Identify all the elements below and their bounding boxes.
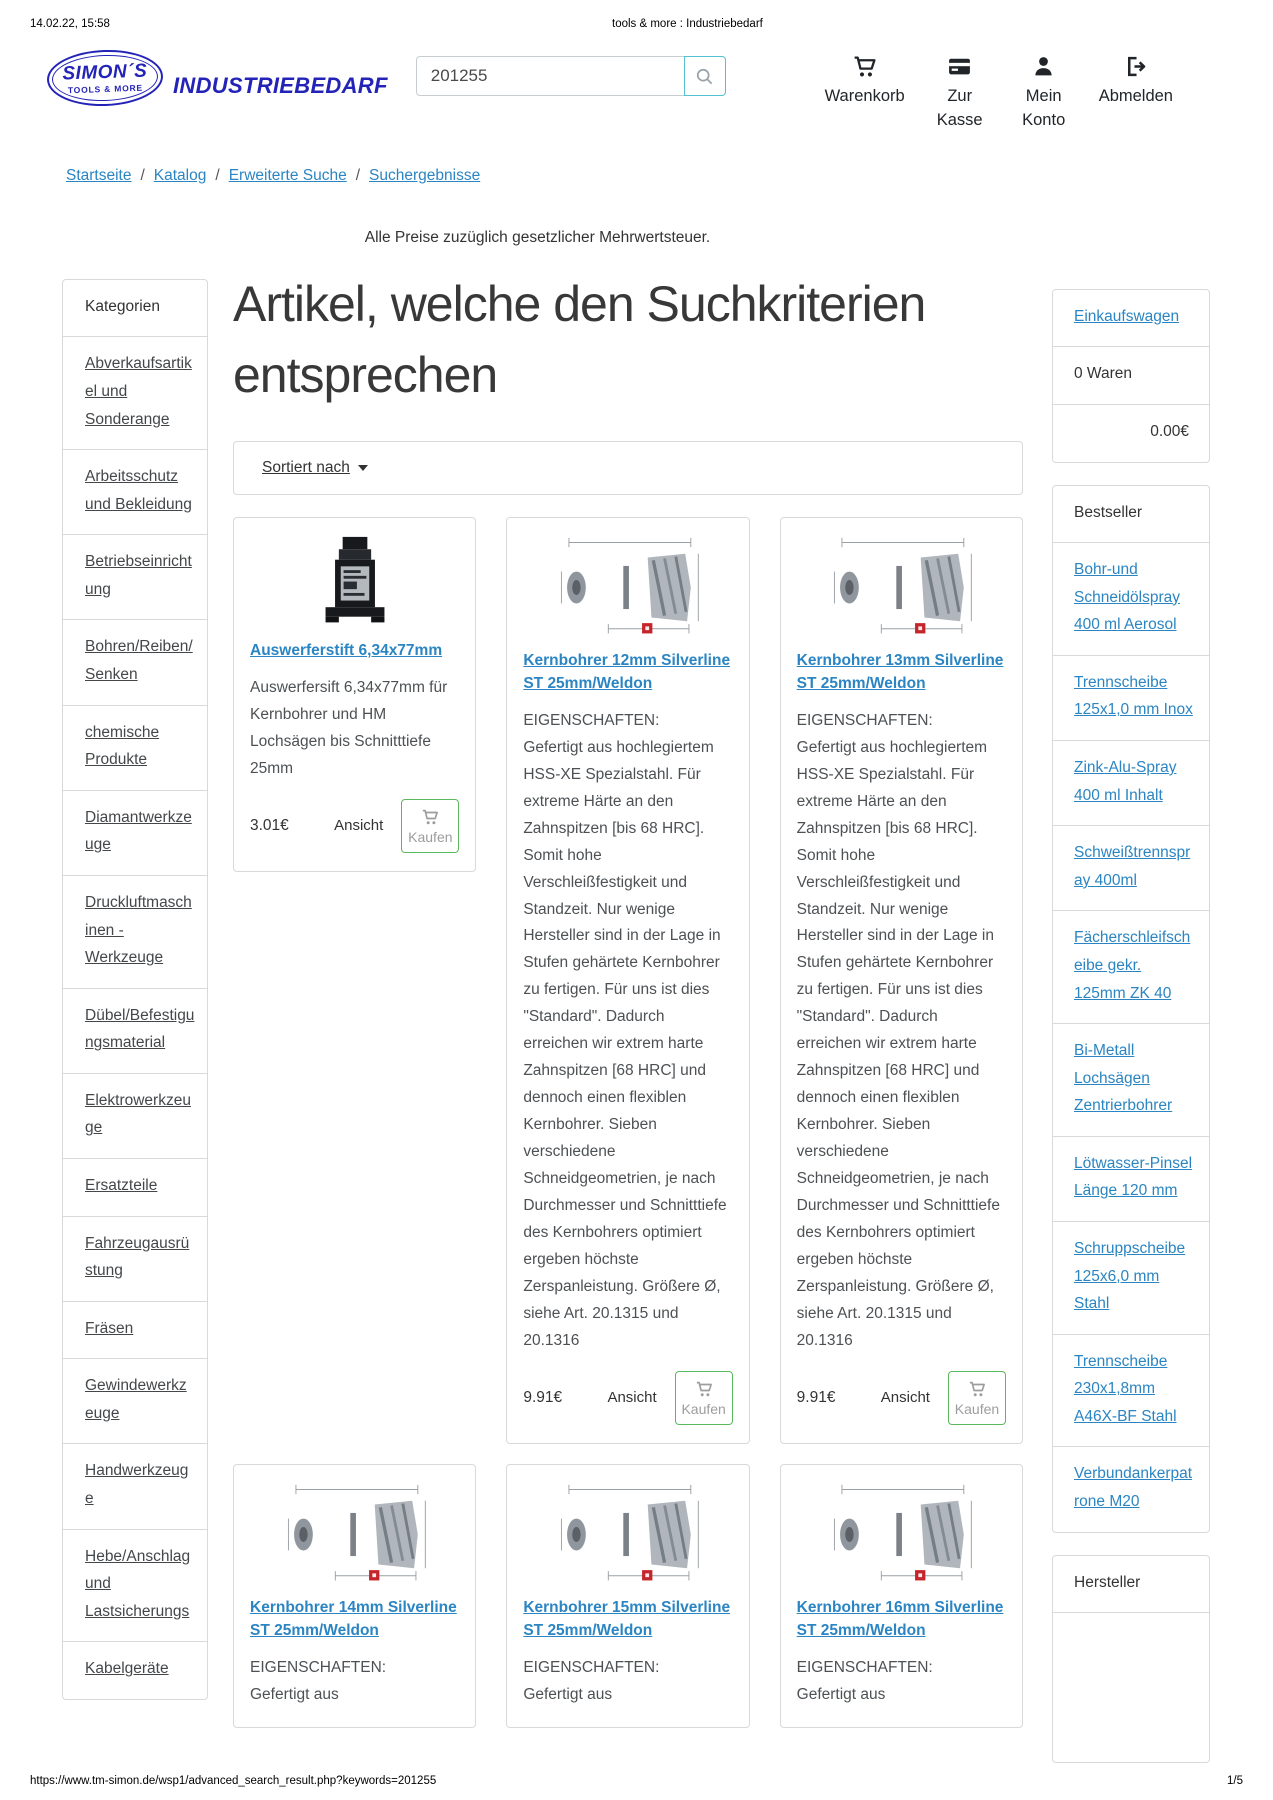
sidebar-item-fahrzeugausruestung[interactable]: Fahrzeugausrüstung: [63, 1216, 207, 1301]
description-heading: EIGENSCHAFTEN:: [796, 1658, 933, 1676]
nav-item-account[interactable]: [1015, 54, 1073, 133]
description-heading: EIGENSCHAFTEN:: [523, 1658, 660, 1676]
view-button[interactable]: Ansicht: [873, 1383, 938, 1412]
product-description: [797, 708, 1006, 1355]
sidebar-item-kabelgeraete[interactable]: Kabelgeräte: [63, 1641, 207, 1699]
product-title-link[interactable]: Kernbohrer 16mm Silverline ST 25mm/Weldon: [796, 1598, 1004, 1639]
print-doc-title: tools & more : Industriebedarf: [612, 18, 763, 30]
page-title: Artikel, welche den Suchkriterien entsprechen: [233, 275, 926, 403]
sort-card: [233, 441, 1023, 495]
product-image[interactable]: [523, 1482, 732, 1587]
print-url: https://www.tm-simon.de/wsp1/advanced_search_result.php?keywords=201255: [30, 1775, 437, 1787]
product-price: 3.01€: [250, 816, 289, 834]
sidebar-item-diamantwerkzeuge[interactable]: Diamantwerkzeuge: [63, 790, 207, 875]
description-heading: EIGENSCHAFTEN:: [523, 711, 660, 729]
sidebar-item-hebe-anschlag[interactable]: Hebe/Anschlag und Lastsicherungs: [63, 1529, 207, 1642]
core-drill-image: [816, 535, 986, 640]
cart-link-cell[interactable]: [1053, 290, 1209, 347]
product-image[interactable]: [250, 535, 459, 630]
nav-label: Zur Kasse: [936, 87, 983, 129]
breadcrumb-separator: /: [215, 166, 220, 184]
content-layout: [0, 269, 1273, 1763]
bestseller-item[interactable]: Schruppscheibe 125x6,0 mm Stahl: [1053, 1221, 1209, 1334]
logo-name: SIMON´S: [62, 60, 148, 84]
product-description: [797, 1655, 1006, 1709]
logo-subtitle: TOOLS & MORE: [67, 82, 144, 95]
product-card: [780, 1464, 1023, 1728]
sidebar-item-duebel[interactable]: Dübel/Befestigungsmaterial: [63, 988, 207, 1073]
search-button[interactable]: [684, 56, 726, 96]
bestseller-item[interactable]: Fächerschleifscheibe gekr. 125mm ZK 40: [1053, 910, 1209, 1023]
cart-icon: [421, 808, 439, 826]
product-card: [506, 1464, 749, 1728]
product-grid: [233, 517, 1023, 1728]
sidebar-item-chemische-produkte[interactable]: chemische Produkte: [63, 705, 207, 790]
results-main: [233, 269, 1023, 1763]
price-row: [797, 1371, 1006, 1425]
buy-button[interactable]: Kaufen: [401, 799, 459, 853]
description-body: Gefertigt aus: [796, 1685, 886, 1703]
bestseller-box: [1052, 485, 1210, 1533]
sidebar-item-druckluftmaschinen[interactable]: Druckluftmaschinen - Werkzeuge: [63, 875, 207, 988]
sidebar-item-betriebseinrichtung[interactable]: Betriebseinrichtung: [63, 534, 207, 619]
description-heading: EIGENSCHAFTEN:: [796, 711, 933, 729]
product-price: 9.91€: [523, 1388, 563, 1406]
bestseller-item[interactable]: Schweißtrennspray 400ml: [1053, 825, 1209, 910]
core-drill-image: [543, 535, 713, 640]
nav-label: Mein Konto: [1022, 87, 1066, 129]
breadcrumb-link-erweiterte-suche[interactable]: Erweiterte Suche: [228, 166, 347, 184]
print-datetime: 14.02.22, 15:58: [30, 18, 110, 30]
description-body: Gefertigt aus hochlegiertem HSS-XE Spezialstahl. Für extreme Härte an den Zahnspitzen [bis 68 HRC]. Somit hohe Verschleißfestigkeit und Standzeit. Nur wenige Hersteller sind in der Lage in Stufen gehärtete Kernbohrer zu fertigen. Für uns ist dies "Standard". Dadurch erreichen wir extrem harte Zahnspitzen [68 HRC] und dennoch einen flexiblen Kernbohrer. Sieben verschiedene Schneidgeometrien, je nach Durchmesser und Schnitttiefe des Kernbohrers optimiert ergeben höchste Zerspanleistung. Größere Ø, siehe Art. 20.1315 und 20.1316: [523, 738, 727, 1349]
search-icon: [695, 67, 714, 86]
product-description: Auswerfersift 6,34x77mm für Kernbohrer und HM Lochsägen bis Schnitttiefe 25mm: [250, 678, 448, 777]
product-title-link[interactable]: Kernbohrer 12mm Silverline ST 25mm/Weldon: [523, 651, 731, 692]
price-row: [250, 799, 459, 853]
product-card: [506, 517, 749, 1444]
categories-box: [62, 279, 208, 1700]
bestseller-item[interactable]: Lötwasser-Pinsel Länge 120 mm: [1053, 1136, 1209, 1221]
search-group: [416, 56, 726, 96]
breadcrumb: [0, 133, 1273, 185]
cart-total: 0.00€: [1053, 404, 1209, 462]
product-card: [233, 517, 476, 872]
cart-link[interactable]: Einkaufswagen: [1074, 307, 1180, 325]
sort-dropdown[interactable]: Sortiert nach: [262, 458, 350, 476]
search-input[interactable]: [416, 56, 684, 96]
product-image[interactable]: [523, 535, 732, 640]
description-body: Gefertigt aus: [250, 1685, 339, 1703]
caret-down-icon: [358, 465, 368, 471]
breadcrumb-link-katalog[interactable]: Katalog: [153, 166, 207, 184]
cart-summary-box: [1052, 289, 1210, 463]
page-indicator: 1/5: [1227, 1775, 1243, 1787]
sidebar-item-abverkaufsartikel[interactable]: Abverkaufsartikel und Sonderange: [63, 336, 207, 449]
buy-button[interactable]: Kaufen: [675, 1371, 733, 1425]
breadcrumb-separator: /: [140, 166, 145, 184]
vat-notice: Alle Preise zuzüglich gesetzlicher Mehrwertsteuer.: [364, 228, 711, 246]
nav-label: Abmelden: [1098, 87, 1173, 105]
product-image[interactable]: [250, 1482, 459, 1587]
buy-button[interactable]: Kaufen: [948, 1371, 1006, 1425]
cart-count: 0 Waren: [1053, 346, 1209, 404]
right-sidebar: [1052, 269, 1210, 1763]
ejector-pin-image: [316, 535, 394, 630]
product-title-link[interactable]: Kernbohrer 14mm Silverline ST 25mm/Weldon: [250, 1598, 457, 1639]
nav-item-checkout[interactable]: [931, 54, 989, 133]
product-title-link[interactable]: Kernbohrer 13mm Silverline ST 25mm/Weldon: [796, 651, 1004, 692]
product-description: [523, 708, 732, 1355]
description-body: Gefertigt aus hochlegiertem HSS-XE Spezialstahl. Für extreme Härte an den Zahnspitzen [bis 68 HRC]. Somit hohe Verschleißfestigkeit und Standzeit. Nur wenige Hersteller sind in der Lage in Stufen gehärtete Kernbohrer zu fertigen. Für uns ist dies "Standard". Dadurch erreichen wir extrem harte Zahnspitzen [68 HRC] und dennoch einen flexiblen Kernbohrer. Sieben verschiedene Schneidgeometrien, je nach Durchmesser und Schnitttiefe des Kernbohrers optimiert ergeben höchste Zerspanleistung. Größere Ø, siehe Art. 20.1315 und 20.1316: [796, 738, 1000, 1349]
product-price: 9.91€: [796, 1388, 836, 1406]
bestseller-item[interactable]: Trennscheibe 230x1,8mm A46X-BF Stahl: [1053, 1334, 1209, 1447]
breadcrumb-link-startseite[interactable]: Startseite: [66, 166, 132, 184]
view-button[interactable]: Ansicht: [326, 811, 391, 840]
user-icon: [1031, 54, 1056, 79]
product-card: [233, 1464, 476, 1728]
logo-oval: [46, 48, 164, 108]
product-description: [250, 1655, 459, 1709]
sidebar-item-ersatzteile[interactable]: Ersatzteile: [63, 1158, 207, 1216]
bestseller-item[interactable]: Verbundankerpatrone M20: [1053, 1446, 1209, 1531]
product-image[interactable]: [797, 535, 1006, 640]
nav-label: Warenkorb: [824, 87, 905, 105]
cart-icon: [852, 54, 877, 79]
core-drill-image: [270, 1482, 440, 1587]
breadcrumb-separator: /: [355, 166, 361, 184]
manufacturer-content: [1053, 1612, 1209, 1762]
credit-card-icon: [947, 54, 972, 79]
bestseller-title: Bestseller: [1074, 503, 1143, 521]
bestseller-item[interactable]: Zink-Alu-Spray 400 ml Inhalt: [1053, 740, 1209, 825]
product-card: [780, 517, 1023, 1444]
header-nav: [825, 54, 1273, 133]
logo-brand: INDUSTRIEBEDARF: [173, 73, 388, 98]
shop-logo[interactable]: [47, 50, 388, 106]
description-heading: EIGENSCHAFTEN:: [250, 1658, 387, 1676]
bestseller-item[interactable]: Trennscheibe 125x1,0 mm Inox: [1053, 655, 1209, 740]
product-image[interactable]: [797, 1482, 1006, 1587]
manufacturer-box: [1052, 1555, 1210, 1764]
breadcrumb-link-suchergebnisse[interactable]: Suchergebnisse: [369, 166, 481, 184]
cart-icon: [695, 1380, 713, 1398]
product-title-link[interactable]: Auswerferstift 6,34x77mm: [250, 641, 443, 659]
print-footer: [0, 1770, 1273, 1800]
price-row: [523, 1371, 732, 1425]
manufacturer-title: Hersteller: [1074, 1573, 1141, 1591]
description-body: Gefertigt aus: [523, 1685, 613, 1703]
product-description: [523, 1655, 732, 1709]
bestseller-item[interactable]: Bi-Metall Lochsägen Zentrierbohrer: [1053, 1023, 1209, 1136]
core-drill-image: [816, 1482, 986, 1587]
view-button[interactable]: Ansicht: [599, 1383, 664, 1412]
sidebar-item-handwerkzeuge[interactable]: Handwerkzeuge: [63, 1443, 207, 1528]
nav-item-logout[interactable]: [1099, 54, 1173, 133]
sidebar-item-arbeitsschutz[interactable]: Arbeitsschutz und Bekleidung: [63, 449, 207, 534]
sidebar-item-elektrowerkzeuge[interactable]: Elektrowerkzeuge: [63, 1073, 207, 1158]
core-drill-image: [543, 1482, 713, 1587]
sign-out-icon: [1123, 54, 1148, 79]
nav-item-cart[interactable]: [825, 54, 905, 133]
categories-sidebar: [62, 269, 208, 1763]
sidebar-item-bohren[interactable]: Bohren/Reiben/Senken: [63, 619, 207, 704]
categories-title: Kategorien: [85, 297, 160, 315]
bestseller-item[interactable]: Bohr-und Schneidölspray 400 ml Aerosol: [1053, 542, 1209, 655]
sidebar-item-gewindewerkzeuge[interactable]: Gewindewerkzeuge: [63, 1358, 207, 1443]
cart-icon: [968, 1380, 986, 1398]
sidebar-item-fraesen[interactable]: Fräsen: [63, 1301, 207, 1359]
product-title-link[interactable]: Kernbohrer 15mm Silverline ST 25mm/Weldon: [523, 1598, 731, 1639]
